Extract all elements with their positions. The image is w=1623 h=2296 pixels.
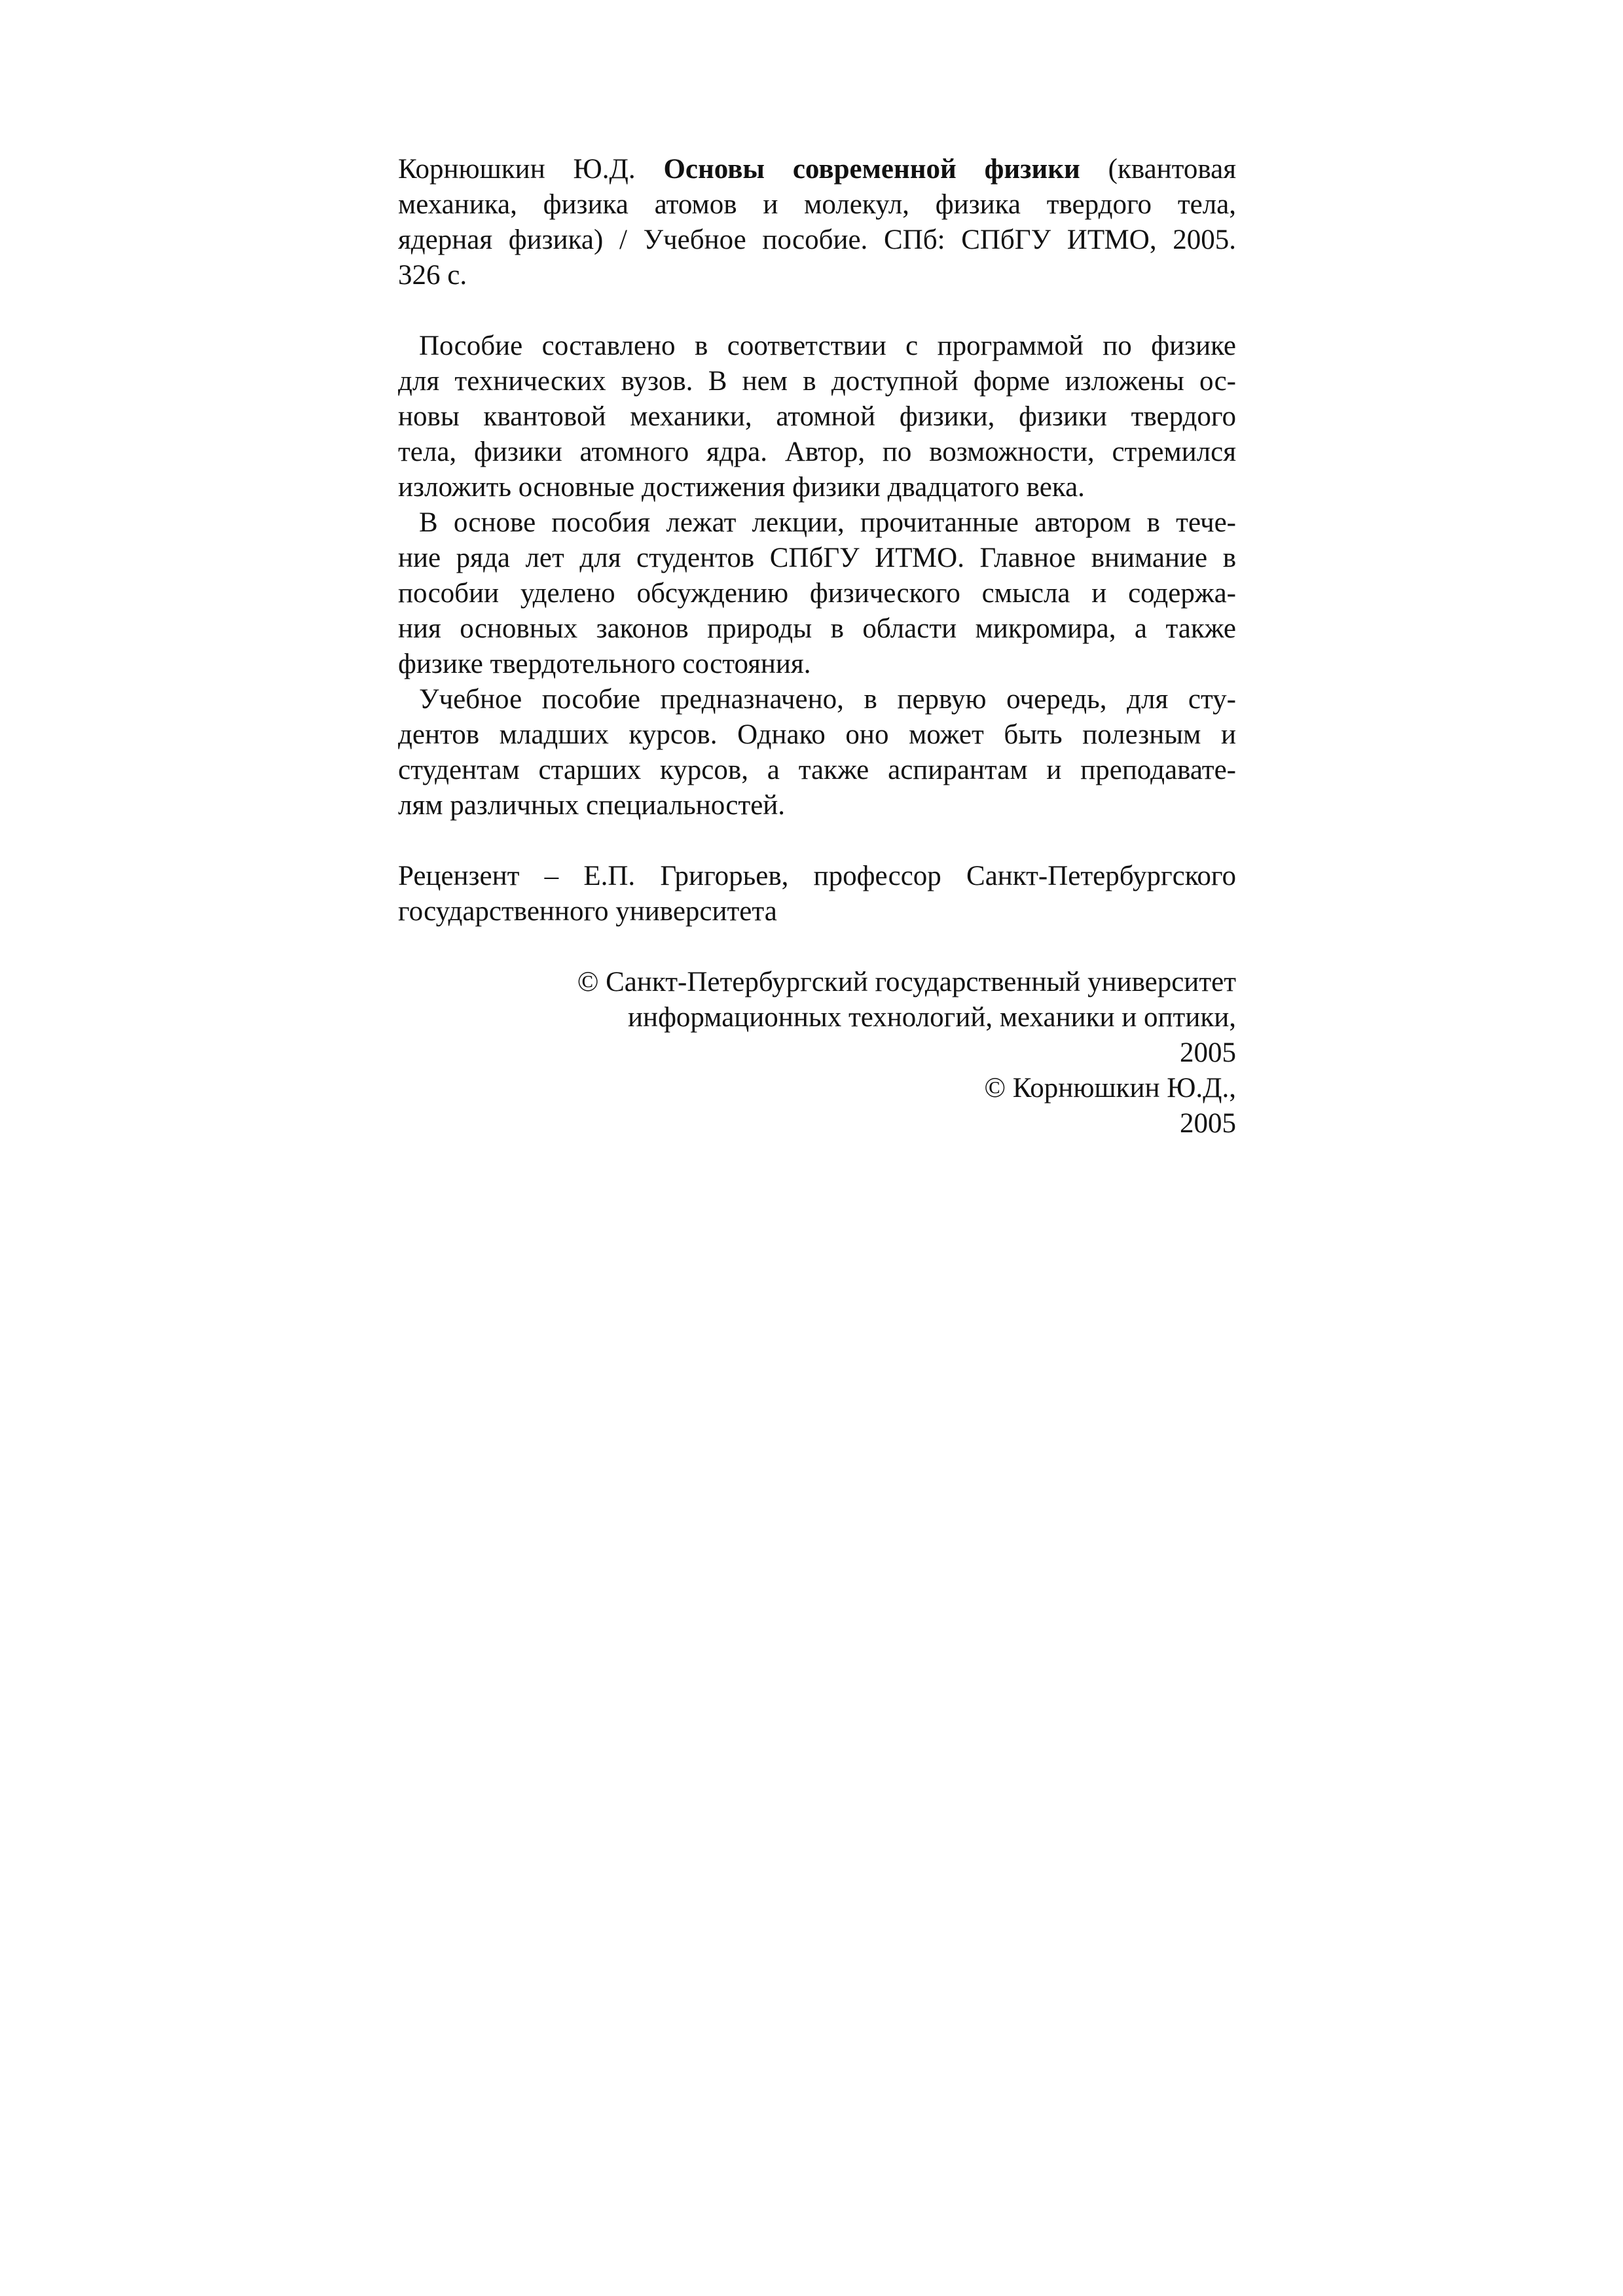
abstract-p2-line-2: ние ряда лет для студентов СПбГУ ИТМО. Главное внимание в — [398, 543, 1236, 573]
abstract-p2-line-4: ния основных законов природы в области микромира, а также — [398, 613, 1236, 644]
abstract — [398, 329, 1236, 823]
abstract-p3-line-1: Учебное пособие предназначено, в первую очередь, для сту- — [419, 684, 1236, 715]
citation-author: Корнюшкин Ю.Д. — [398, 154, 636, 185]
citation-line-1 — [398, 152, 1236, 187]
citation-title: Основы современной физики — [663, 154, 1080, 185]
document-page — [398, 152, 1236, 1141]
reviewer — [398, 859, 1236, 929]
citation-subtitle-start: (квантовая — [1108, 154, 1237, 185]
copyright — [398, 965, 1236, 1141]
citation-line-4: 326 с. — [398, 260, 467, 291]
copyright-line-1: © Санкт-Петербургский государственный университет — [577, 967, 1236, 997]
abstract-p1-line-1: Пособие составлено в соответствии с программой по физике — [419, 331, 1236, 361]
abstract-p3-line-3: студентам старших курсов, а также аспирантам и преподавате- — [398, 755, 1236, 785]
citation-line-2: механика, физика атомов и молекул, физика твердого тела, — [398, 189, 1236, 220]
abstract-p2-line-1: В основе пособия лежат лекции, прочитанные автором в тече- — [419, 507, 1236, 538]
abstract-p1-line-2: для технических вузов. В нем в доступной форме изложены ос- — [398, 366, 1236, 397]
abstract-p3-line-2: дентов младших курсов. Однако оно может быть полезным и — [398, 719, 1236, 750]
abstract-p1-line-3: новы квантовой механики, атомной физики, физики твердого — [398, 401, 1236, 432]
reviewer-line-2: государственного университета — [398, 896, 777, 927]
copyright-line-5: 2005 — [1180, 1108, 1236, 1139]
copyright-line-4: © Корнюшкин Ю.Д., — [984, 1073, 1236, 1103]
copyright-line-3: 2005 — [1180, 1037, 1236, 1068]
reviewer-line-1: Рецензент – Е.П. Григорьев, профессор Санкт-Петербургского — [398, 861, 1236, 891]
abstract-p3-line-4: лям различных специальностей. — [398, 790, 786, 821]
copyright-line-2: информационных технологий, механики и оптики, — [628, 1002, 1236, 1033]
citation-line-3: ядерная физика) / Учебное пособие. СПб: СПбГУ ИТМО, 2005. — [398, 224, 1236, 255]
abstract-p2-line-3: пособии уделено обсуждению физического смысла и содержа- — [398, 578, 1236, 609]
abstract-p1-line-4: тела, физики атомного ядра. Автор, по возможности, стремился — [398, 437, 1236, 467]
abstract-p2-line-5: физике твердотельного состояния. — [398, 649, 811, 679]
citation — [398, 152, 1236, 293]
abstract-p1-line-5: изложить основные достижения физики двадцатого века. — [398, 472, 1085, 503]
